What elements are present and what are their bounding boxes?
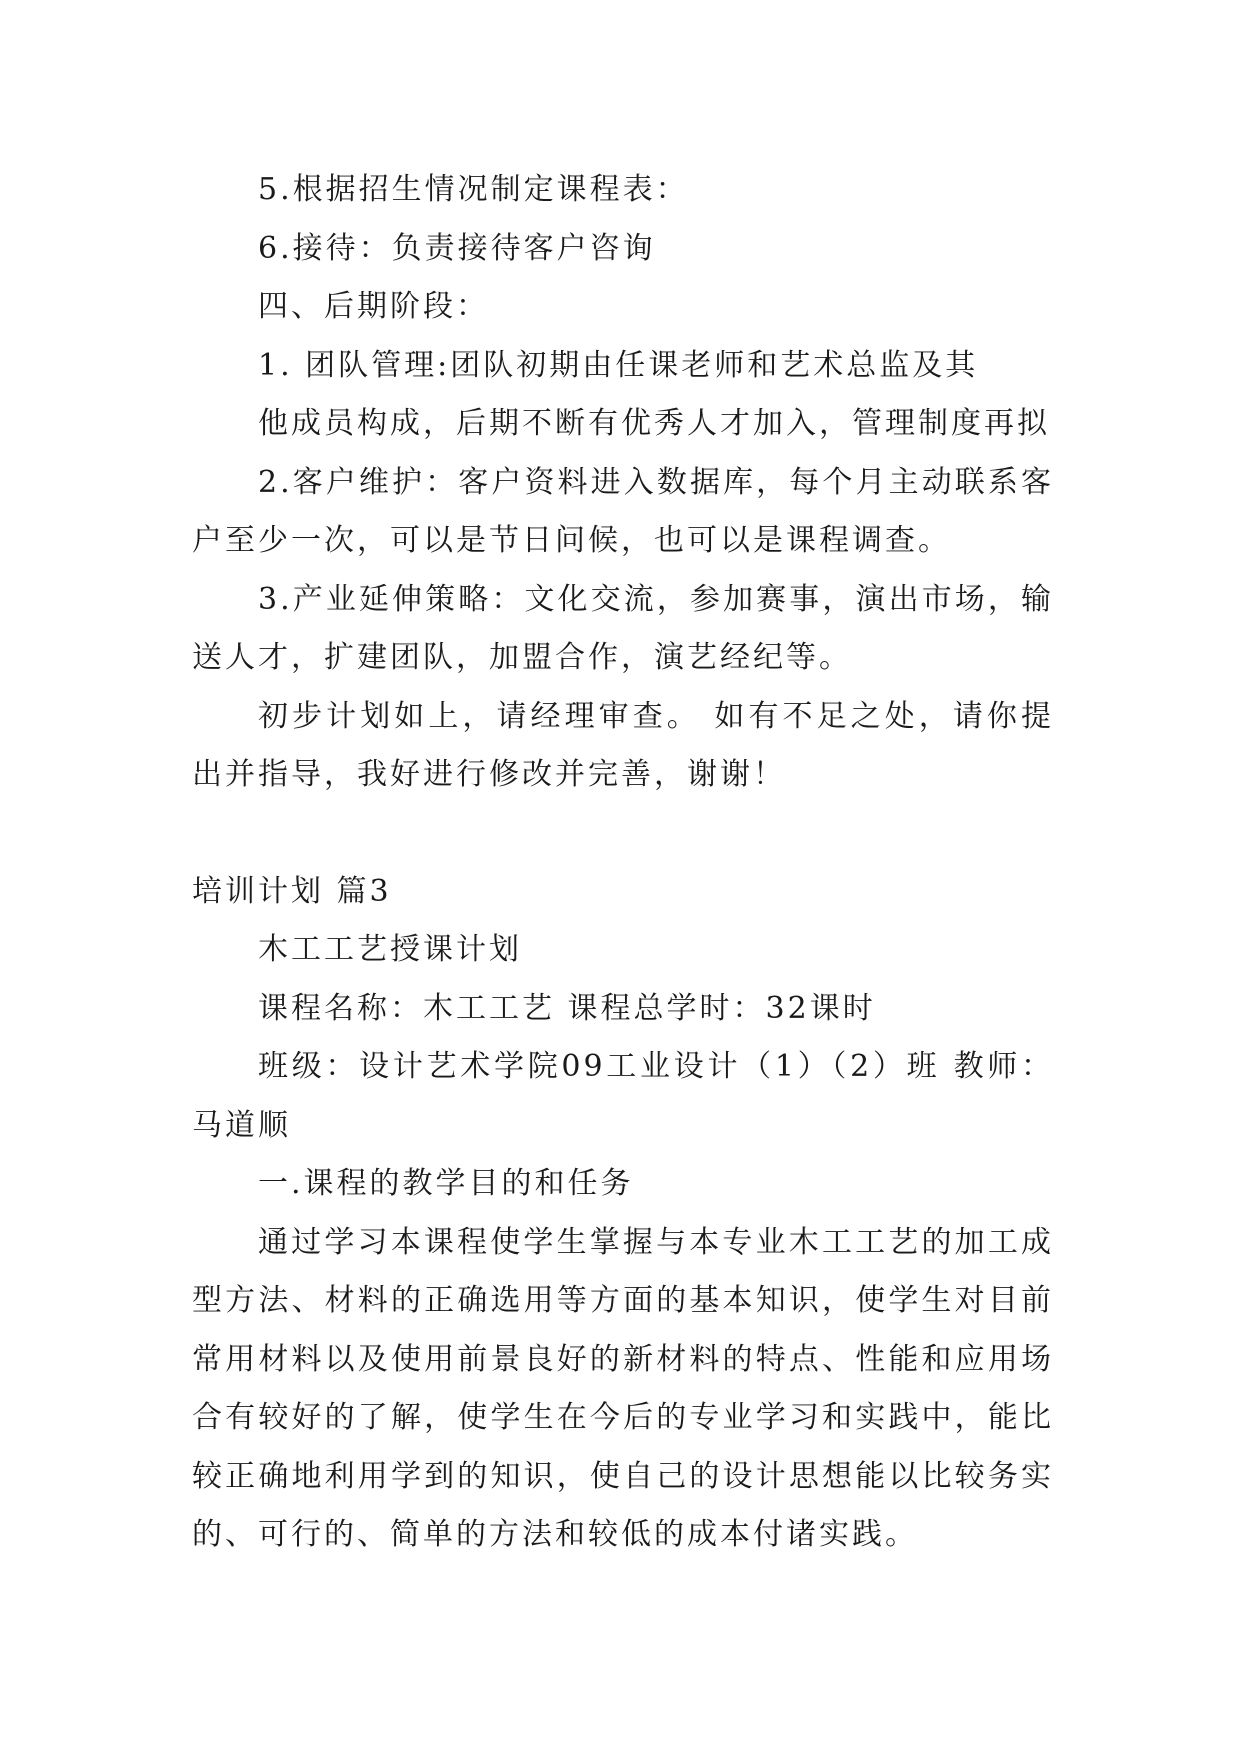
paragraph-team-management-cont: 他成员构成，后期不断有优秀人才加入，管理制度再拟 (258, 406, 1050, 441)
section-heading: 培训计划 篇3 (192, 873, 392, 909)
paragraph-industry-extension: 3.产业延伸策略：文化交流，参加赛事，演出市场，输送人才，扩建团队，加盟合作，演艺经纪等。 (192, 581, 1054, 675)
paragraph-class-teacher: 班级：设计艺术学院09工业设计（1）（2）班 教师：马道顺 (192, 1049, 1054, 1143)
paragraph-team-management: 1. 团队管理:团队初期由任课老师和艺术总监及其 (258, 347, 979, 383)
paragraph-objectives-heading: 一.课程的教学目的和任务 (258, 1166, 634, 1201)
paragraph-late-stage-heading: 四、后期阶段： (258, 289, 489, 324)
paragraph-objectives-body: 通过学习本课程使学生掌握与本专业木工工艺的加工成型方法、材料的正确选用等方面的基本知识，使学生对目前常用材料以及使用前景良好的新材料的特点、性能和应用场合有较好的了解，使学生在今后的专业学习和实践中，能比较正确地利用学到的知识，使自己的设计思想能以比较务实的、可行的、简单的方法和较低的成本付诸实践。 (192, 1224, 1054, 1552)
paragraph-schedule: 5.根据招生情况制定课程表： (258, 172, 689, 207)
paragraph-closing: 初步计划如上，请经理审查。 如有不足之处，请你提出并指导，我好进行修改并完善，谢谢！ (192, 698, 1054, 792)
paragraph-reception: 6.接待：负责接待客户咨询 (258, 230, 656, 266)
paragraph-course-name: 课程名称：木工工艺 课程总学时：32课时 (258, 990, 876, 1026)
document-body (192, 161, 1054, 1565)
paragraph-course-plan-title: 木工工艺授课计划 (258, 932, 522, 967)
section-spacer (192, 805, 1054, 863)
paragraph-customer-maintenance: 2.客户维护：客户资料进入数据库，每个月主动联系客户至少一次，可以是节日问候，也可以是课程调查。 (192, 464, 1054, 558)
